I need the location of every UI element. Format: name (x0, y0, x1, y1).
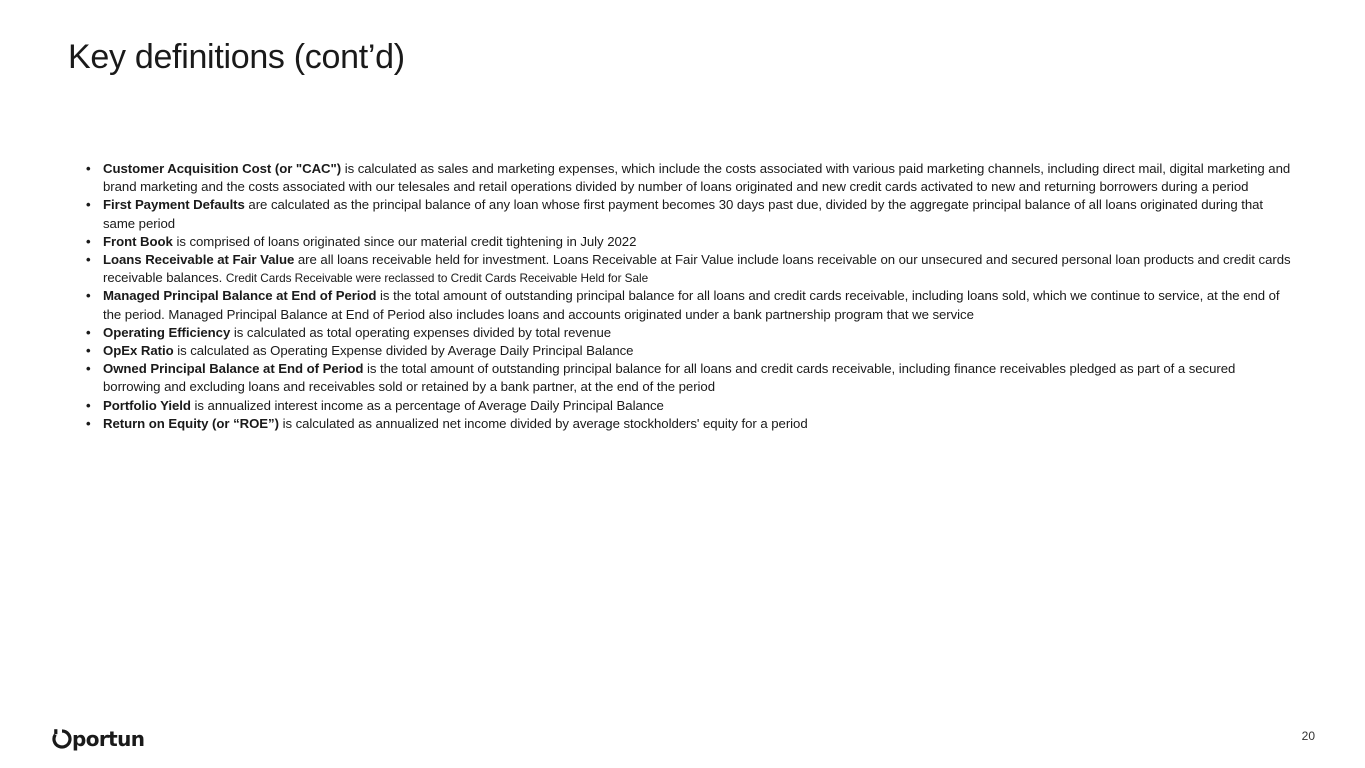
list-item (86, 324, 1296, 342)
definition-term: Owned Principal Balance at End of Period (103, 361, 364, 377)
definition-text: is calculated as total operating expenses divided by total revenue (230, 324, 612, 340)
definition-term: Operating Efficiency (103, 324, 231, 340)
definition-term: Portfolio Yield (103, 397, 191, 413)
definition-text: is calculated as Operating Expense divided by Average Daily Principal Balance (173, 343, 634, 359)
bullet-icon: • (86, 343, 91, 359)
oportun-logo (52, 727, 144, 751)
definition-term: Customer Acquisition Cost (or "CAC") (103, 161, 342, 176)
definition-term: First Payment Defaults (103, 197, 245, 213)
list-item (86, 196, 1296, 232)
definition-note: Credit Cards Receivable were reclassed to Credit Cards Receivable Held for Sale (225, 271, 649, 286)
definition-term: Front Book (103, 233, 173, 249)
bullet-icon: • (86, 324, 91, 340)
bullet-icon: • (86, 197, 91, 213)
list-item (86, 251, 1296, 287)
definition-term: OpEx Ratio (103, 343, 174, 359)
list-item (86, 397, 1296, 415)
oportun-logo-icon (52, 728, 72, 750)
bullet-icon: • (86, 252, 91, 268)
bullet-icon: • (86, 361, 91, 377)
bullet-icon: • (86, 288, 91, 304)
definition-text: are calculated as the principal balance of any loan whose first payment becomes 30 days past due, divided by the aggregate principal balance of all loans originated during that same period (103, 197, 1264, 231)
definitions-list (86, 160, 1296, 433)
definition-text: is annualized interest income as a percentage of Average Daily Principal Balance (190, 397, 664, 413)
definition-term: Return on Equity (or “ROE”) (103, 415, 279, 431)
bullet-icon: • (86, 415, 91, 431)
definition-text: is comprised of loans originated since our material credit tightening in July 2022 (172, 233, 637, 249)
list-item (86, 287, 1296, 323)
definition-text: is the total amount of outstanding principal balance for all loans and credit cards receivable, including finance receivables pledged as part of a secured borrowing and excluding loans and receivables sold or retained by a bank partner, at the end of the period (103, 361, 1236, 395)
definition-term: Managed Principal Balance at End of Period (103, 288, 377, 304)
list-item (86, 415, 1296, 433)
bullet-icon: • (86, 397, 91, 413)
definition-text: is calculated as annualized net income divided by average stockholders' equity for a period (278, 415, 808, 431)
list-item (86, 360, 1296, 396)
page-number: 20 (1301, 729, 1315, 743)
definition-text: is the total amount of outstanding principal balance for all loans and credit cards receivable, including loans sold, which we continue to service, at the end of the period. Managed Principal Balance at End of Period also includes loans and accounts originated under a bank partnership program that we service (103, 288, 1280, 322)
definition-term: Loans Receivable at Fair Value (103, 252, 295, 268)
bullet-icon: • (86, 233, 91, 249)
list-item (86, 342, 1296, 360)
definition-text: are all loans receivable held for investment. Loans Receivable at Fair Value include loans receivable on our unsecured and secured personal loan products and credit cards receivable balances. (103, 252, 1291, 286)
bullet-icon: • (86, 161, 91, 176)
logo-text: portun (72, 727, 145, 751)
page-title: Key definitions (cont’d) (68, 38, 405, 76)
definition-text: is calculated as sales and marketing expenses, which include the costs associated with various paid marketing channels, including direct mail, digital marketing and brand marketing and the costs associated with our telesales and retail operations divided by number of loans originated and new credit cards activated to new and returning borrowers during a period (103, 161, 1291, 195)
list-item (86, 233, 1296, 251)
list-item (86, 160, 1296, 196)
